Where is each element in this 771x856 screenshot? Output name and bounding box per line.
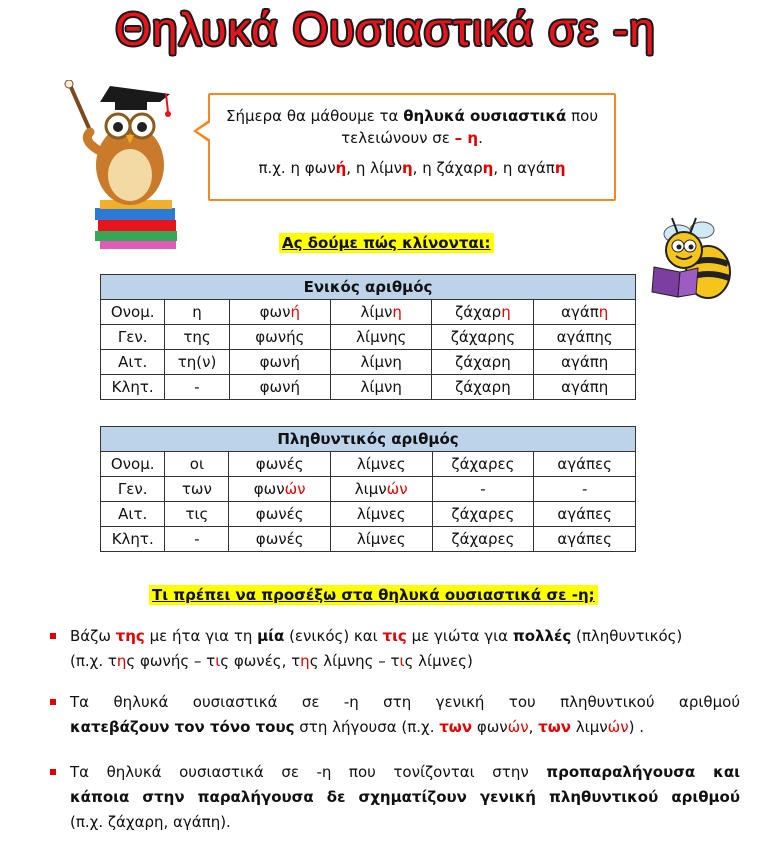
singular-header: Ενικός αριθμός xyxy=(101,275,636,300)
word-stem: αγάπη xyxy=(561,353,609,371)
word-cell xyxy=(229,477,331,502)
word-cell xyxy=(432,477,534,502)
case-cell: Κλητ. xyxy=(101,527,165,552)
example-stem: η φων xyxy=(290,159,336,177)
rule-text: Βάζω xyxy=(70,627,116,645)
case-cell: Ονομ. xyxy=(101,452,165,477)
word-stem: φωνής xyxy=(255,328,305,346)
word-stem: - xyxy=(480,480,486,498)
table-row xyxy=(101,300,636,325)
rule-text: (π.χ. τ xyxy=(70,652,117,670)
table-row xyxy=(101,502,636,527)
word-cell xyxy=(534,527,636,552)
example-separator: , xyxy=(493,159,503,177)
intro-line-1: Σήμερα θα μάθουμε τα θηλυκά ουσιαστικά που xyxy=(226,107,598,125)
word-stem: λίμνες xyxy=(356,530,406,548)
case-cell: Γεν. xyxy=(101,477,165,502)
word-stem: ζάχαρ xyxy=(455,303,502,321)
rule-text: , xyxy=(528,718,539,736)
word-stem: φωνές xyxy=(255,455,304,473)
bullet-square-icon xyxy=(50,699,56,705)
word-stem: λιμν xyxy=(354,480,387,498)
example-ending: η xyxy=(482,159,494,177)
bullet-square-icon xyxy=(50,633,56,639)
word-cell xyxy=(229,527,331,552)
word-cell xyxy=(229,350,330,375)
word-stem: ζάχαρες xyxy=(451,505,515,523)
rule-text: της xyxy=(115,627,145,645)
owl-teacher-icon xyxy=(60,80,185,250)
word-stem: αγάπες xyxy=(557,530,612,548)
word-cell xyxy=(229,452,331,477)
word-cell xyxy=(229,375,330,400)
word-cell xyxy=(432,325,534,350)
rule-text: πολλές xyxy=(512,627,572,645)
word-stem: αγάπη xyxy=(561,378,609,396)
word-cell xyxy=(432,375,534,400)
word-stem: λίμνη xyxy=(360,378,402,396)
word-cell xyxy=(534,350,636,375)
word-stem: ζάχαρη xyxy=(455,378,511,396)
case-cell: Αιτ. xyxy=(101,502,165,527)
rule-text: ι xyxy=(399,652,405,670)
word-stem: αγάπες xyxy=(557,455,612,473)
word-ending: ών xyxy=(386,480,408,498)
case-cell: Αιτ. xyxy=(101,350,165,375)
plural-declension-table xyxy=(100,426,636,552)
article-cell: η xyxy=(165,300,229,325)
word-cell xyxy=(432,502,534,527)
reading-bee-icon xyxy=(650,212,735,307)
word-stem: ζάχαρες xyxy=(451,455,515,473)
rule-text: των xyxy=(439,718,473,736)
word-cell xyxy=(534,375,636,400)
word-stem: φωνή xyxy=(259,353,300,371)
example-stem: η ζάχαρ xyxy=(422,159,483,177)
word-cell xyxy=(229,300,330,325)
rule-text: ς λίμνες) xyxy=(404,652,473,670)
table-row xyxy=(101,477,636,502)
article-cell: τις xyxy=(165,502,229,527)
word-ending: ή xyxy=(290,303,300,321)
word-cell xyxy=(432,527,534,552)
word-cell xyxy=(331,375,432,400)
intro-line-2: τελειώνουν σε – η. xyxy=(341,129,483,147)
word-ending: η xyxy=(392,303,402,321)
rule-text: ών xyxy=(607,718,629,736)
word-stem: λίμνες xyxy=(356,505,406,523)
word-stem: φωνές xyxy=(255,530,304,548)
intro-speech-box xyxy=(208,93,616,201)
article-cell: - xyxy=(165,527,229,552)
example-separator: , xyxy=(412,159,423,177)
rule-text: κατεβάζουν τον τόνο τους xyxy=(70,718,295,736)
rule-text: (ενικός) και xyxy=(284,627,383,645)
case-cell: Κλητ. xyxy=(101,375,165,400)
bullet-square-icon xyxy=(50,769,56,775)
word-ending: η xyxy=(598,303,609,321)
article-cell: της xyxy=(165,325,229,350)
word-cell xyxy=(229,502,331,527)
rule-text: με γιώτα για xyxy=(406,627,513,645)
rule-text: ς φωνές, τ xyxy=(220,652,301,670)
rule-text: (πληθυντικός) xyxy=(571,627,683,645)
rule-text: στη λήγουσα (π.χ. xyxy=(294,718,440,736)
word-cell xyxy=(432,300,534,325)
word-stem: λίμνες xyxy=(356,455,406,473)
singular-declension-table xyxy=(100,274,636,400)
page-title: Θηλυκά Ουσιαστικά σε -η xyxy=(115,3,656,55)
rule-text: Τα θηλυκά ουσιαστικά σε -η στη γενική του πληθυντικού αριθμού xyxy=(70,693,740,711)
example-stem: η λίμν xyxy=(355,159,402,177)
word-cell xyxy=(534,300,636,325)
article-cell: - xyxy=(165,375,229,400)
word-cell xyxy=(330,477,432,502)
intro-examples: π.χ. η φωνή, η λίμνη, η ζάχαρη, η αγάπη xyxy=(258,159,566,177)
case-cell: Ονομ. xyxy=(101,300,165,325)
word-cell xyxy=(432,452,534,477)
word-cell xyxy=(331,350,432,375)
rule-text: λιμν xyxy=(571,718,608,736)
rule-1 xyxy=(50,624,740,674)
word-cell xyxy=(534,452,636,477)
rule-text: ς φωνής – τ xyxy=(126,652,216,670)
word-cell xyxy=(331,300,432,325)
word-cell xyxy=(330,502,432,527)
rule-text: η xyxy=(116,652,127,670)
declension-heading: Ας δούμε πώς κλίνονται: xyxy=(279,233,494,253)
plural-header: Πληθυντικός αριθμός xyxy=(101,427,636,452)
word-cell xyxy=(330,527,432,552)
word-stem: ζάχαρη xyxy=(455,353,511,371)
table-row xyxy=(101,375,636,400)
rule-text: ι xyxy=(215,652,221,670)
table-row xyxy=(101,527,636,552)
example-ending: ή xyxy=(335,159,347,177)
word-cell xyxy=(534,325,636,350)
word-stem: λίμνη xyxy=(360,353,402,371)
rule-text: με ήτα για τη xyxy=(144,627,258,645)
word-stem: φωνή xyxy=(259,378,300,396)
table-row xyxy=(101,452,636,477)
rule-text: ς λίμνης – τ xyxy=(309,652,400,670)
word-stem: φωνές xyxy=(255,505,304,523)
rule-text: μία xyxy=(257,627,285,645)
word-cell xyxy=(534,502,636,527)
rule-text: φων xyxy=(472,718,508,736)
example-stem: η αγάπ xyxy=(502,159,555,177)
rule-text: ών xyxy=(507,718,529,736)
word-cell xyxy=(330,452,432,477)
word-stem: λίμν xyxy=(360,303,393,321)
table-row xyxy=(101,350,636,375)
word-stem: ζάχαρης xyxy=(450,328,516,346)
rule-3 xyxy=(50,760,740,835)
word-stem: αγάπης xyxy=(556,328,613,346)
example-separator: , xyxy=(346,159,356,177)
word-cell xyxy=(534,477,636,502)
rule-text: κάποια στην παραλήγουσα δε σχηματίζουν γενική πληθυντικού αριθμού xyxy=(70,788,740,806)
word-cell xyxy=(331,325,432,350)
rule-text: Τα θηλυκά ουσιαστικά σε -η που τονίζονται στην xyxy=(70,763,547,781)
rule-text: τις xyxy=(382,627,407,645)
rule-text: (π.χ. ζάχαρη, αγάπη). xyxy=(70,813,231,831)
attention-heading: Τι πρέπει να προσέξω στα θηλυκά ουσιαστικά σε -η; xyxy=(149,585,598,605)
example-ending: η xyxy=(554,159,566,177)
word-stem: - xyxy=(581,480,588,498)
word-stem: αγάπ xyxy=(561,303,599,321)
example-ending: η xyxy=(401,159,413,177)
rule-text: των xyxy=(538,718,571,736)
case-cell: Γεν. xyxy=(101,325,165,350)
word-stem: αγάπες xyxy=(557,505,612,523)
article-cell: τη(ν) xyxy=(165,350,229,375)
word-stem: φων xyxy=(259,303,291,321)
word-stem: λίμνης xyxy=(356,328,407,346)
table-row xyxy=(101,325,636,350)
word-stem: φων xyxy=(253,480,285,498)
rule-text: η xyxy=(300,652,310,670)
rule-text: προπαραλήγουσα και xyxy=(546,763,740,781)
rule-2 xyxy=(50,690,740,740)
rule-text: ) . xyxy=(628,718,644,736)
word-ending: η xyxy=(501,303,511,321)
article-cell: οι xyxy=(165,452,229,477)
word-stem: ζάχαρες xyxy=(451,530,515,548)
word-ending: ών xyxy=(284,480,306,498)
word-cell xyxy=(432,350,534,375)
article-cell: των xyxy=(165,477,229,502)
word-cell xyxy=(229,325,330,350)
